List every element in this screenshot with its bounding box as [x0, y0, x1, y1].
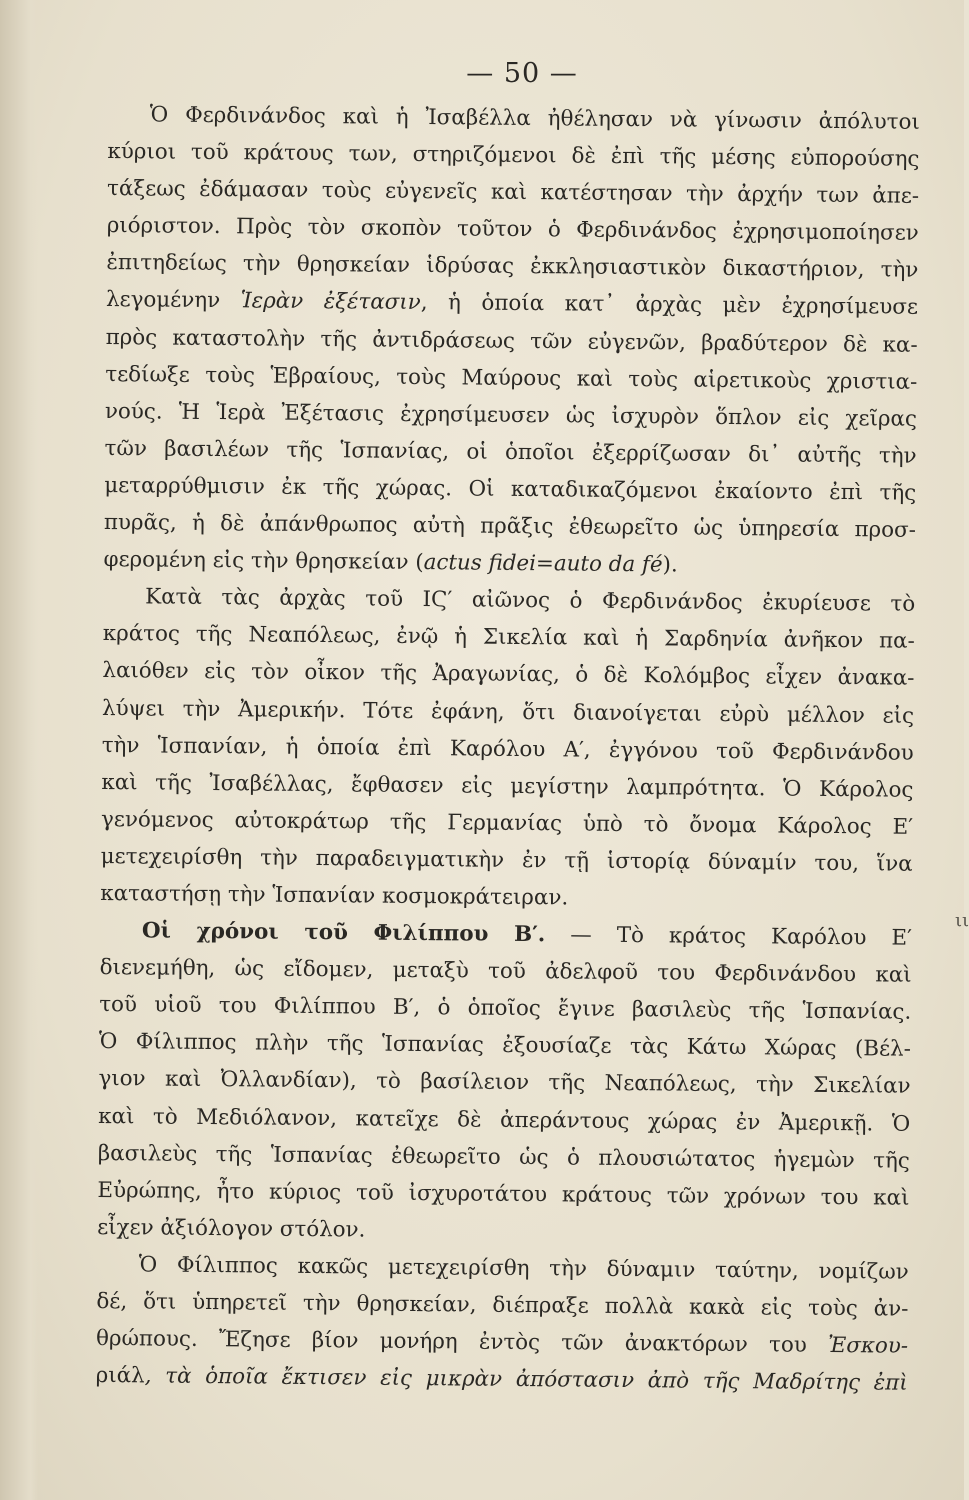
- text-line: πρὸς καταστολὴν τῆς ἀντιδράσεως τῶν εὐγενῶν, βραδύτερον δὲ κα-: [105, 324, 918, 358]
- text-line: διενεμήθη, ὡς εἴδομεν, μεταξὺ τοῦ ἀδελφοῦ του Φερδινάνδου καὶ: [99, 955, 912, 988]
- text-line: τῶν βασιλέων τῆς Ἱσπανίας, οἱ ὁποῖοι ἐξερρίζωσαν δι᾽ αὐτῆς τὴν: [104, 435, 917, 469]
- text-line: ἐπιτηδείως τὴν θρησκείαν ἱδρύσας ἐκκλησιαστικὸν δικαστήριον, τὴν: [106, 250, 919, 284]
- text-line: Ὁ Φίλιππος πλὴν τῆς Ἱσπανίας ἐξουσίαζε τὰς Κάτω Χώρας (Βέλ-: [98, 1029, 912, 1063]
- text-line: λεγομένην Ἱερὰν ἐξέτασιν, ἡ ὁποία κατ᾽ ἀρχὰς μὲν ἐχρησίμευσε: [105, 287, 919, 321]
- text-line: Κατὰ τὰς ἀρχὰς τοῦ ΙϚ′ αἰῶνος ὁ Φερδινάνδος ἐκυρίευσε τὸ: [145, 584, 916, 617]
- text-line: τοῦ υἱοῦ του Φιλίππου Β′, ὁ ὁποῖος ἔγινε βασιλεὺς τῆς Ἱσπανίας.: [99, 992, 912, 1026]
- text-line: φερομένη εἰς τὴν θρησκείαν (actus fidei=auto da fé).: [103, 547, 678, 578]
- text-line: γενόμενος αὐτοκράτωρ τῆς Γερμανίας ὑπὸ τὸ ὄνομα Κάρολος Ε′: [100, 806, 914, 840]
- text-line: νούς. Ἡ Ἱερὰ Ἐξέτασις ἐχρησίμευσεν ὡς ἰσχυρὸν ὅπλον εἰς χεῖρας: [104, 398, 918, 432]
- text-line: γιον καὶ Ὀλλανδίαν), τὸ βασίλειον τῆς Νεαπόλεως, τὴν Σικελίαν: [98, 1066, 911, 1100]
- text-line: τεδίωξε τοὺς Ἑβραίους, τοὺς Μαύρους καὶ τοὺς αἱρετικοὺς χριστια-: [105, 361, 918, 395]
- text-line: πυρᾶς, ἡ δὲ ἀπάνθρωπος αὐτὴ πρᾶξις ἐθεωρεῖτο ὡς ὑπηρεσία προσ-: [103, 510, 916, 543]
- page-spine-shadow: [0, 0, 38, 1500]
- margin-mark: ιι: [955, 910, 969, 931]
- text-line: ριάλ, τὰ ὁποῖα ἔκτισεν εἰς μικρὰν ἀπόστασιν ἀπὸ τῆς Μαδρίτης ἐπὶ: [95, 1363, 908, 1396]
- text-line: Εὐρώπης, ἦτο κύριος τοῦ ἰσχυροτάτου κράτους τῶν χρόνων του καὶ: [97, 1177, 910, 1211]
- body-text: [96, 96, 920, 1402]
- section-heading-line: Οἱ χρόνοι τοῦ Φιλίππου Β′. — Τὸ κράτος Καρόλου Ε′: [141, 918, 913, 951]
- text-line: βασιλεὺς τῆς Ἱσπανίας ἐθεωρεῖτο ὡς ὁ πλουσιώτατος ἡγεμὼν τῆς: [97, 1140, 910, 1174]
- text-line: κύριοι τοῦ κράτους των, στηριζόμενοι δὲ ἐπὶ τῆς μέσης εὐπορούσης: [107, 139, 920, 172]
- text-line: Ὁ Φίλιππος κακῶς μετεχειρίσθη τὴν δύναμιν ταύτην, νομίζων: [138, 1252, 909, 1285]
- text-line: τάξεως ἐδάμασαν τοὺς εὐγενεῖς καὶ κατέστησαν τὴν ἀρχήν των ἀπε-: [106, 176, 920, 209]
- text-line: θρώπους. Ἔζησε βίον μονήρη ἐντὸς τῶν ἀνακτόρων του Ἐσκου-: [95, 1326, 909, 1359]
- text-line: δέ, ὅτι ὑπηρετεῖ τὴν θρησκείαν, διέπραξε πολλὰ κακὰ εἰς τοὺς ἀν-: [96, 1288, 909, 1322]
- text-line: ριόριστον. Πρὸς τὸν σκοπὸν τοῦτον ὁ Φερδινάνδος ἐχρησιμοποίησεν: [106, 213, 919, 247]
- page-number: — 50 —: [466, 58, 578, 89]
- text-line: τὴν Ἱσπανίαν, ἡ ὁποία ἐπὶ Καρόλου Α′, ἐγγόνου τοῦ Φερδινάνδου: [101, 732, 914, 766]
- text-line: λαιόθεν εἰς τὸν οἶκον τῆς Ἀραγωνίας, ὁ δὲ Κολόμβος εἶχεν ἀνακα-: [102, 658, 915, 692]
- text-line: καὶ τῆς Ἰσαβέλλας, ἔφθασεν εἰς μεγίστην λαμπρότητα. Ὁ Κάρολος: [101, 769, 914, 803]
- text-line: καταστήσῃ τὴν Ἱσπανίαν κοσμοκράτειραν.: [100, 880, 569, 911]
- text-line: μεταρρύθμισιν ἐκ τῆς χώρας. Οἱ καταδικαζόμενοι ἐκαίοντο ἐπὶ τῆς: [104, 472, 917, 506]
- text-line: κράτος τῆς Νεαπόλεως, ἐνῷ ἡ Σικελία καὶ ἡ Σαρδηνία ἀνῆκον πα-: [102, 621, 915, 655]
- text-line: Ὁ Φερδινάνδος καὶ ἡ Ἰσαβέλλα ἠθέλησαν νὰ γίνωσιν ἀπόλυτοι: [149, 102, 920, 135]
- section-heading: Οἱ χρόνοι τοῦ Φιλίππου Β′.: [141, 918, 546, 948]
- text-line: εἶχεν ἀξιόλογον στόλον.: [97, 1214, 366, 1243]
- text-line: λύψει τὴν Ἀμερικήν. Τότε ἐφάνη, ὅτι διανοίγεται εὐρὺ μέλλον εἰς: [102, 695, 915, 729]
- text-line: μετεχειρίσθη τὴν παραδειγματικὴν ἐν τῇ ἱστορίᾳ δύναμίν του, ἵνα: [100, 843, 913, 877]
- text-line: καὶ τὸ Μεδιόλανον, κατεῖχε δὲ ἀπεράντους χώρας ἐν Ἀμερικῇ. Ὁ: [98, 1103, 911, 1137]
